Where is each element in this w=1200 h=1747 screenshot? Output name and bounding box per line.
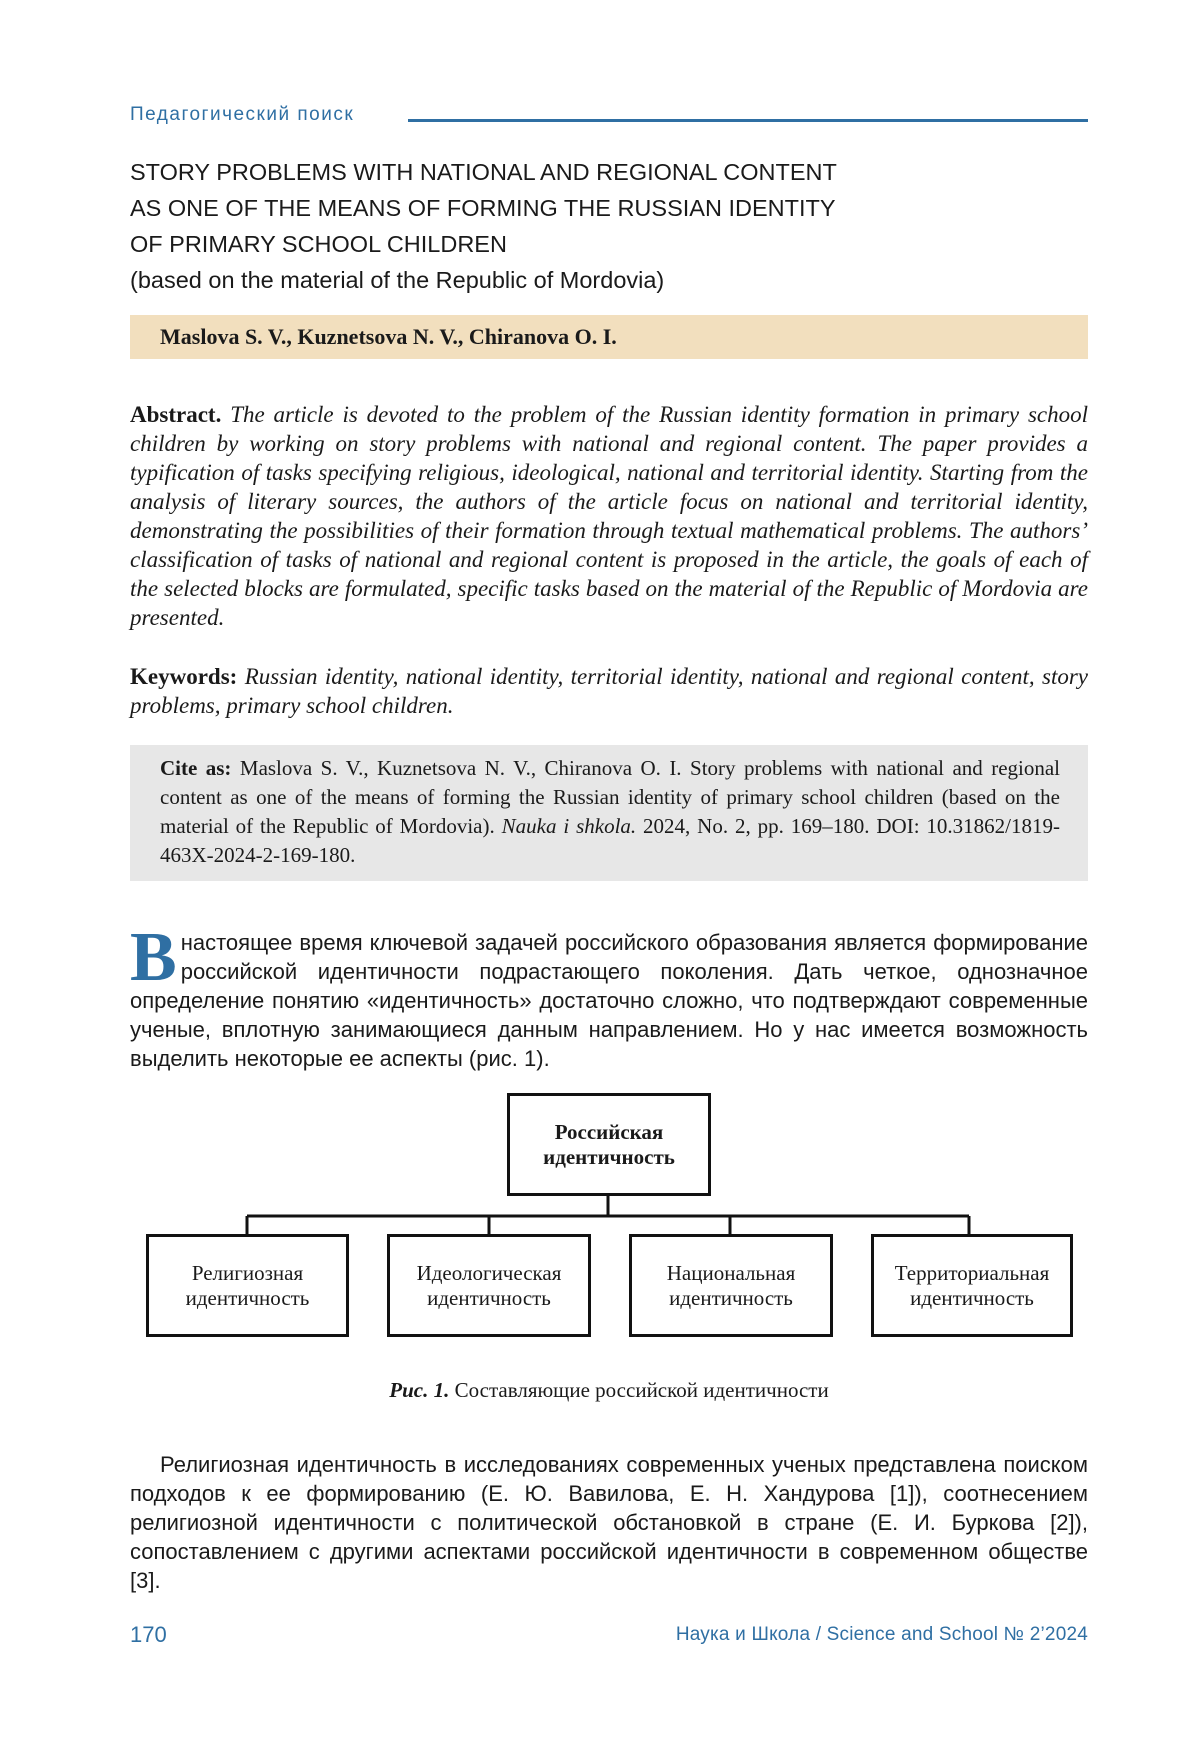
cite-journal: Nauka i shkola. bbox=[501, 814, 637, 838]
journal-footer: Наука и Школа / Science and School № 2’2024 bbox=[675, 1624, 1088, 1645]
abstract-text: The article is devoted to the problem of the Russian identity formation in primary school children by working on story problems with national and regional content. The paper provides a typification of tasks specifying religious, ideological, national and territorial identity. Starting from the analysis of literary sources, the authors of the article focus on national and territorial identity, demonstrating the possibilities of their formation through textual mathematical problems. The authors’ classification of tasks of national and regional content is proposed in the article, the goals of each of the selected blocks are formulated, specific tasks based on the material of the Republic of Mordovia are presented. bbox=[130, 402, 1088, 630]
title-line: AS ONE OF THE MEANS OF FORMING THE RUSSIAN IDENTITY bbox=[130, 195, 836, 221]
cite-text bbox=[160, 754, 1060, 870]
page-number: 170 bbox=[130, 1622, 167, 1647]
node-label: идентичность bbox=[427, 1285, 551, 1310]
root-node bbox=[507, 1093, 711, 1196]
child-node-ideological bbox=[387, 1234, 591, 1337]
node-label: идентичность bbox=[910, 1285, 1034, 1310]
node-label: Российская bbox=[554, 1119, 664, 1144]
node-label: идентичность bbox=[185, 1285, 310, 1310]
caption-text: Составляющие российской идентичности bbox=[454, 1378, 829, 1402]
cite-box bbox=[130, 745, 1088, 881]
title-line: OF PRIMARY SCHOOL CHILDREN bbox=[130, 231, 507, 257]
cite-label: Cite as: bbox=[160, 756, 232, 780]
keywords-text: Russian identity, national identity, territorial identity, national and regional content, story problems, primary school children. bbox=[130, 664, 1088, 718]
body-paragraph bbox=[130, 1450, 1088, 1595]
node-label: Национальная bbox=[666, 1260, 796, 1285]
node-label: идентичность bbox=[543, 1144, 675, 1169]
paragraph-text: Религиозная идентичность в исследованиях современных ученых представлена поиском подходов к ее формированию (Е. Ю. Вавилова, Е. Н. Хандурова [1]), соотнесением религиозной идентичности с политической обстановкой в стране (Е. И. Буркова [2]), сопоставлением с другими аспектами российской идентичности в современном обществе [3]. bbox=[130, 1452, 1088, 1593]
cite-issue: 2024, No. 2, pp. 169–180. DOI: 10.31862/1819-463X-2024-2-169-180. bbox=[160, 814, 1061, 867]
drop-cap: В bbox=[130, 919, 177, 996]
figure-caption bbox=[130, 1378, 1088, 1403]
node-label: Религиозная bbox=[191, 1260, 304, 1285]
node-label: идентичность bbox=[669, 1285, 793, 1310]
article-title bbox=[130, 154, 930, 298]
section-title: Педагогический поиск bbox=[130, 104, 355, 125]
abstract-label: Abstract. bbox=[130, 402, 222, 427]
child-node-religious bbox=[146, 1234, 349, 1337]
authors-band bbox=[130, 315, 1088, 359]
authors: Maslova S. V., Kuznetsova N. V., Chiranova O. I. bbox=[160, 324, 617, 349]
body-paragraph bbox=[130, 919, 1088, 1073]
running-header bbox=[130, 104, 1088, 126]
child-node-national bbox=[629, 1234, 833, 1337]
abstract bbox=[130, 400, 1088, 632]
keywords bbox=[130, 662, 1088, 720]
caption-label: Рис. 1. bbox=[389, 1378, 450, 1402]
node-label: Идеологическая bbox=[416, 1260, 562, 1285]
cite-reference: Maslova S. V., Kuznetsova N. V., Chiranova O. I. Story problems with national and regional content as one of the means of forming the Russian identity of primary school children (based on the material of the Republic of Mordovia). bbox=[160, 756, 1061, 838]
node-label: Территориальная bbox=[894, 1260, 1050, 1285]
keywords-label: Keywords: bbox=[130, 664, 238, 689]
title-line: STORY PROBLEMS WITH NATIONAL AND REGIONAL CONTENT bbox=[130, 159, 837, 185]
paragraph-text: настоящее время ключевой задачей российского образования является формирование российской идентичности подрастающего поколения. Дать четкое, однозначное определение понятию «идентичность» достаточно сложно, что подтверждают современные ученые, вплотную занимающиеся данным направлением. Но у нас имеется возможность выделить некоторые ее аспекты (рис. 1). bbox=[130, 930, 1088, 1071]
header-rule bbox=[408, 119, 1088, 122]
child-node-territorial bbox=[871, 1234, 1073, 1337]
title-subtitle: (based on the material of the Republic of Mordovia) bbox=[130, 267, 665, 293]
